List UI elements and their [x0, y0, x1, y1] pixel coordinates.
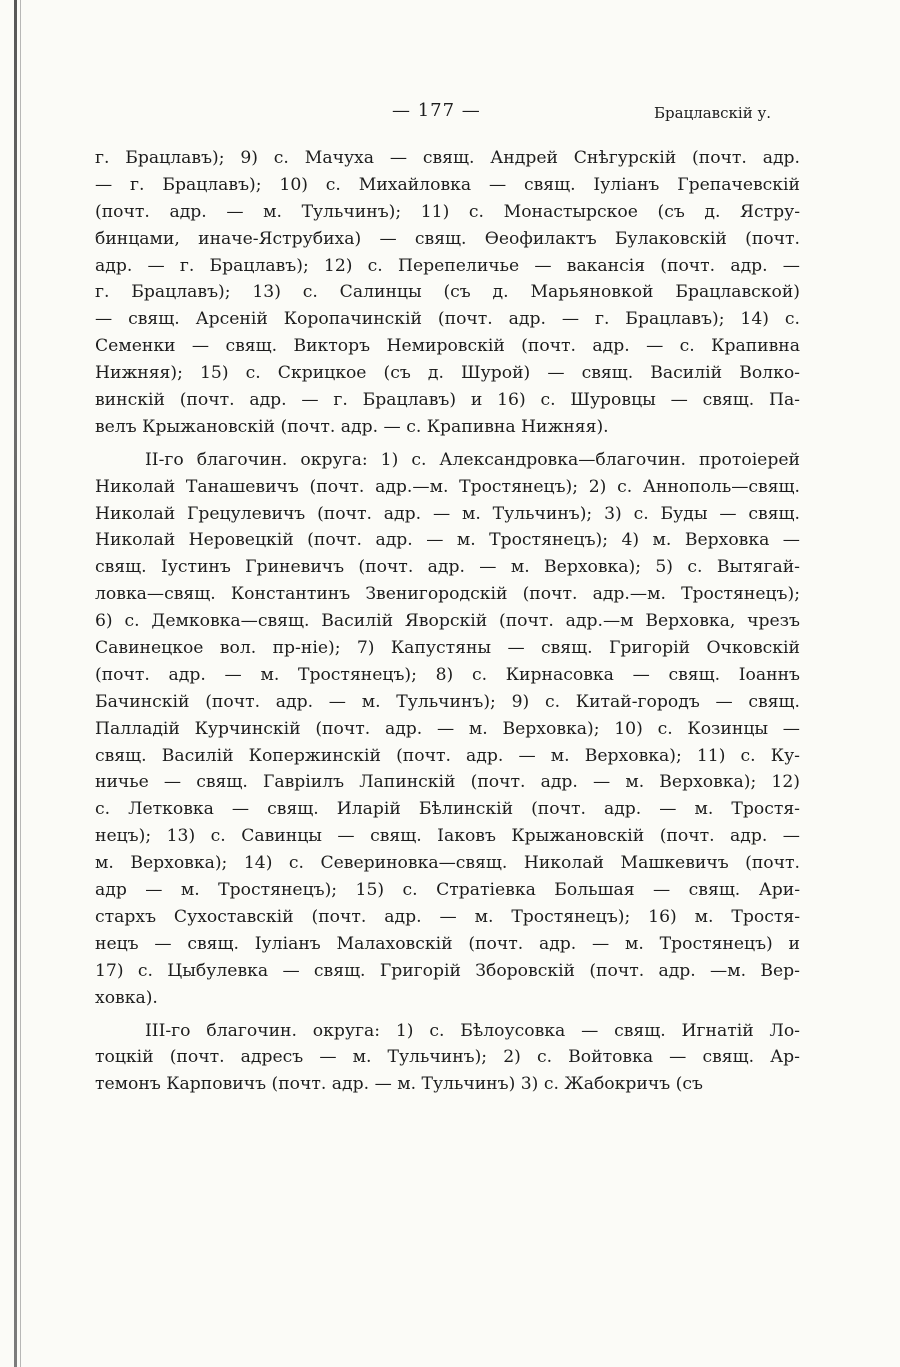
text-line: ховка). — [95, 987, 158, 1008]
text-line: винскій (почт. адр. — г. Брацлавъ) и 16) с. Шуровцы — свящ. Па- — [95, 390, 800, 411]
text-line: III-го благочин. округа: 1) с. Бѣлоусовка — свящ. Игнатій Ло- — [145, 1020, 800, 1041]
text-line: Бачинскій (почт. адр. — м. Тульчинъ); 9) с. Китай-городъ — свящ. — [95, 691, 800, 712]
text-line: нецъ — свящ. Іуліанъ Малаховскій (почт. адр. — м. Тростянецъ) и — [95, 933, 800, 954]
text-line: г. Брацлавъ); 9) с. Мачуха — свящ. Андрей Снѣгурскій (почт. адр. — [95, 148, 800, 168]
text-line: — г. Брацлавъ); 10) с. Михайловка — свящ. Іуліанъ Грепачевскій — [95, 174, 800, 195]
body-text — [95, 145, 800, 1098]
text-line: 6) с. Демковка—свящ. Василій Яворскій (почт. адр.—м Верховка, чрезъ — [95, 611, 800, 632]
text-line: II-го благочин. округа: 1) с. Александровка—благочин. протоіерей — [145, 449, 800, 470]
text-line: Савинецкое вол. пр-ніе); 7) Капустяны — свящ. Григорій Очковскій — [95, 638, 800, 659]
running-head: Брацлавскій у. — [654, 104, 772, 122]
text-line: 17) с. Цыбулевка — свящ. Григорій Зборовскій (почт. адр. —м. Вер- — [95, 960, 800, 981]
page-header — [0, 100, 900, 126]
binding-edge — [14, 0, 17, 1367]
text-line: велъ Крыжановскій (почт. адр. — с. Крапивна Нижняя). — [95, 416, 609, 437]
text-line: — свящ. Арсеній Коропачинскій (почт. адр. — г. Брацлавъ); 14) с. — [95, 309, 800, 330]
text-line: свящ. Іустинъ Гриневичъ (почт. адр. — м. Верховка); 5) с. Вытягай- — [95, 557, 800, 578]
text-line: стархъ Сухоставскій (почт. адр. — м. Тростянецъ); 16) м. Тростя- — [95, 906, 800, 927]
text-line: г. Брацлавъ); 13) с. Салинцы (съ д. Марьяновкой Брацлавской) — [95, 282, 800, 303]
paragraph — [95, 447, 800, 1012]
text-line: Николай Танашевичъ (почт. адр.—м. Тростянецъ); 2) с. Аннополь—свящ. — [95, 476, 800, 497]
text-line: с. Летковка — свящ. Иларій Бѣлинскій (почт. адр. — м. Тростя- — [95, 799, 800, 820]
text-line: нецъ); 13) с. Савинцы — свящ. Іаковъ Крыжановскій (почт. адр. — — [95, 826, 800, 847]
binding-edge-line — [20, 0, 21, 1367]
text-line: Палладій Курчинскій (почт. адр. — м. Верховка); 10) с. Козинцы — — [95, 718, 800, 739]
text-line: (почт. адр. — м. Тростянецъ); 8) с. Кирнасовка — свящ. Іоаннъ — [95, 664, 800, 685]
text-line: Николай Неровецкій (почт. адр. — м. Тростянецъ); 4) м. Верховка — — [95, 530, 800, 551]
paragraph — [95, 145, 800, 441]
text-line: свящ. Василій Копержинскій (почт. адр. — м. Верховка); 11) с. Ку- — [95, 745, 800, 766]
text-line: (почт. адр. — м. Тульчинъ); 11) с. Монастырское (съ д. Ястру- — [95, 201, 800, 222]
text-line: м. Верховка); 14) с. Севериновка—свящ. Николай Машкевичъ (почт. — [95, 853, 800, 874]
text-line: Нижняя); 15) с. Скрицкое (съ д. Шурой) — свящ. Василій Волко- — [95, 363, 800, 384]
text-line: бинцами, иначе-Яструбиха) — свящ. Ѳеофилактъ Булаковскій (почт. — [95, 228, 800, 249]
text-line: Николай Грецулевичъ (почт. адр. — м. Тульчинъ); 3) с. Буды — свящ. — [95, 503, 800, 524]
text-line: адр. — г. Брацлавъ); 12) с. Перепеличье — вакансія (почт. адр. — — [95, 255, 800, 276]
text-line: адр — м. Тростянецъ); 15) с. Стратіевка Большая — свящ. Ари- — [95, 880, 800, 901]
text-line: ловка—свящ. Константинъ Звенигородскій (почт. адр.—м. Тростянецъ); — [95, 584, 800, 605]
paragraph — [95, 1018, 800, 1099]
text-line: ничье — свящ. Гавріилъ Лапинскій (почт. адр. — м. Верховка); 12) — [95, 772, 800, 793]
page-number: — 177 — — [392, 100, 481, 121]
text-line: Семенки — свящ. Викторъ Немировскій (почт. адр. — с. Крапивна — [95, 336, 800, 357]
text-line: темонъ Карповичъ (почт. адр. — м. Тульчинъ) 3) с. Жабокричъ (съ — [95, 1074, 703, 1095]
text-line: тоцкій (почт. адресъ — м. Тульчинъ); 2) с. Войтовка — свящ. Ар- — [95, 1047, 800, 1068]
